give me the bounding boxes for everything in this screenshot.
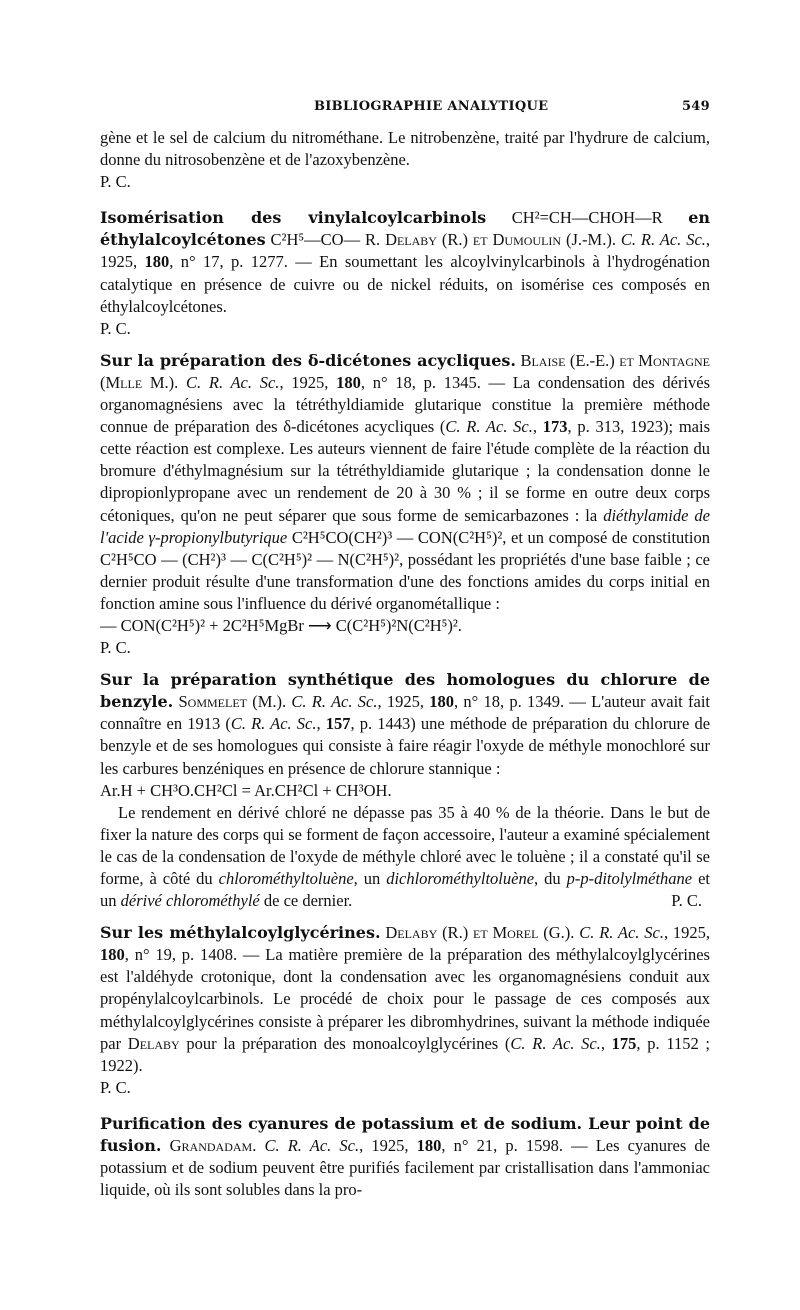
entry-text: , du xyxy=(534,869,567,888)
cited-journal: C. R. Ac. Sc. xyxy=(445,417,533,437)
cited-volume: 173 xyxy=(542,417,568,437)
entry-formula: C²H⁵—CO— R. xyxy=(265,230,386,250)
cited-ref: , xyxy=(532,417,543,437)
compound-name: diéthylamide de l'acide γ-propionylbutyrique xyxy=(100,505,710,547)
signature: P. C. xyxy=(100,172,131,192)
continuation-text: gène et le sel de calcium du nitrométhane. Le nitrobenzène, traité par l'hydrure de calcium, donne du nitrosobenzène et de l'azoxybenzène. xyxy=(100,128,710,170)
entry-ref: , n° 21, p. 1598. — xyxy=(441,1136,596,1156)
cited-journal: C. R. Ac. Sc. xyxy=(230,714,317,734)
signature: P. C. xyxy=(100,318,131,338)
reaction-equation: — CON(C²H⁵)² + 2C²H⁵MgBr ⟶ C(C²H⁵)²N(C²H⁵)². xyxy=(100,615,462,635)
signature: P. C. xyxy=(671,891,702,911)
continuation-block xyxy=(100,127,710,193)
entry-authors: Delaby (R.) et Dumoulin (J.-M.). xyxy=(385,230,621,250)
cited-ref: , xyxy=(316,714,326,734)
cited-volume: 175 xyxy=(611,1033,637,1053)
entry-journal: C. R. Ac. Sc. xyxy=(186,372,280,392)
entry-text: La condensation des dérivés organomagnésiens avec la tétréthyldiamide glutarique constitue la première méthode connue de préparation des δ-dicétones acycliques ( xyxy=(100,372,711,437)
entry-volume: 180 xyxy=(416,1136,442,1156)
entry-authors: Delaby (R.) et Morel (G.). xyxy=(380,923,580,943)
page-number: 549 xyxy=(681,99,710,114)
entry-text: C²H⁵CO(CH²)³ — CON(C²H⁵)², et un composé de constitution C²H⁵CO — (CH²)³ — C(C²H⁵)² — N(C²H⁵)², possédant les propriétés d'une base faible ; ce dernier produit résulte d'une transformation d'une des fonctions amides du corps initial en fonction amine sous l'influence du dérivé organométallique : xyxy=(100,527,710,613)
entry-text: de ce dernier. xyxy=(259,891,353,911)
entry-text: , p. 1443) une méthode de préparation du chlorure de benzyle et de ses homologues qui consiste à faire réagir l'oxyde de méthyle monochloré sur les carbures benzéniques en présence de chlorure stannique : xyxy=(100,714,711,778)
cited-volume: 157 xyxy=(325,714,351,734)
compound-name: dérivé chlorométhylé xyxy=(120,891,260,911)
entry-volume: 180 xyxy=(100,945,125,965)
entry-volume: 180 xyxy=(429,692,454,712)
entry-title: Isomérisation des vinylalcoylcarbinols xyxy=(100,208,487,228)
entry-cyanures xyxy=(100,1113,710,1201)
entry-text: , p. 313, 1923); mais cette réaction est complexe. Les auteurs viennent de faire l'étude complète de la réaction du bromure d'éthylmagnésium sur la tétréthyldiamide glutarique ; la condensation donne le dipropionlypropane avec un rendement de 20 à 30 % ; il se forme en outre deux corps cétoniques, qu'on ne peut séparer que sous forme de semicarbazones : la xyxy=(100,417,711,525)
entry-methylalcoylglycerines xyxy=(100,922,710,1099)
running-header xyxy=(100,99,710,119)
entry-text: , un xyxy=(353,869,387,888)
entry-text: pour la préparation des monoalcoylglycérines ( xyxy=(179,1033,511,1053)
entry-text: Le rendement en dérivé chloré ne dépasse pas 35 à 40 % de la théorie. Dans le but de fixer la nature des corps qui se forment de façon accessoire, l'auteur a examiné spécialement le cas de la condensation de l'oxyde de méthyle chloré avec le toluène ; il a constaté qu'il se forme, à côté du xyxy=(100,802,710,888)
entry-volume: 180 xyxy=(144,252,170,272)
entry-ref: , 1925, xyxy=(377,692,430,712)
cited-journal: C. R. Ac. Sc. xyxy=(510,1033,601,1053)
entry-authors: Sommelet (M.). xyxy=(173,692,292,712)
entry-title: Purification des cyanures de potassium et de sodium. Leur point de fusion. xyxy=(100,1113,710,1156)
entry-ref: , 1925, xyxy=(663,923,711,943)
inline-author: Delaby xyxy=(127,1033,180,1053)
entry-authors: Blaise (E.-E.) et Montagne (Mlle M.). xyxy=(100,350,710,392)
signature: P. C. xyxy=(100,638,131,658)
entry-volume: 180 xyxy=(336,372,361,392)
entry-ref: , 1925, xyxy=(279,372,337,392)
entry-journal: C. R. Ac. Sc. xyxy=(579,923,664,943)
running-title: BIBLIOGRAPHIE ANALYTIQUE xyxy=(314,99,549,114)
entry-ref: , n° 19, p. 1408. — xyxy=(124,945,266,965)
entry-ref: , n° 18, p. 1345. — xyxy=(360,372,513,392)
entry-ref: , 1925, xyxy=(359,1136,417,1156)
entry-text: et un xyxy=(100,869,710,911)
entry-ref: , n° 18, p. 1349. — xyxy=(454,692,592,712)
entry-formula: CH²=CH—CHOH—R xyxy=(486,208,689,228)
entry-isomerisation xyxy=(100,207,710,340)
compound-name: dichlorométhyltoluène xyxy=(386,869,535,888)
entry-text: L'auteur avait fait connaître en 1913 ( xyxy=(100,692,711,734)
reaction-equation: Ar.H + CH³O.CH²Cl = Ar.CH²Cl + CH³OH. xyxy=(100,780,392,800)
entry-text: , p. 1152 ; 1922). xyxy=(100,1033,710,1075)
entry-text: En soumettant les alcoylvinylcarbinols à l'hydrogénation catalytique en présence de cuivre ou de nickel réduits, on isomérise ces composés en éthylalcoylcétones. xyxy=(100,252,711,316)
entry-dicetones xyxy=(100,350,710,659)
compound-name: chlorométhyltoluène xyxy=(218,869,354,888)
entry-title-cont: en éthylalcoylcétones xyxy=(100,208,710,250)
article-body xyxy=(100,127,710,1201)
entry-journal: C. R. Ac. Sc. xyxy=(264,1136,360,1156)
entry-ref: , 1925, xyxy=(100,230,711,272)
entry-chlorure-benzyle xyxy=(100,669,710,912)
entry-text: La matière première de la préparation des méthylalcoylglycérines est l'aldéhyde crotonique, dont la condensation avec les organomagnésiens conduit aux propénylalcoylcarbinols. Le procédé de choix pour le passage de ces composés aux méthylalcoylglycérines consiste à préparer les dibromhydrines, suivant la méthode indiquée par xyxy=(100,945,710,1053)
entry-title: Sur la préparation synthétique des homologues du chlorure de benzyle. xyxy=(100,670,710,712)
cited-ref: , xyxy=(600,1033,612,1053)
entry-journal: C. R. Ac. Sc. xyxy=(620,230,706,250)
entry-authors: Grandadam. xyxy=(161,1136,265,1156)
entry-ref: , n° 17, p. 1277. — xyxy=(169,252,320,272)
entry-journal: C. R. Ac. Sc. xyxy=(291,692,378,712)
compound-name: p-p-ditolylméthane xyxy=(566,869,693,888)
entry-text: Les cyanures de potassium et de sodium peuvent être purifiés facilement par cristallisation dans l'ammoniac liquide, où ils sont solubles dans la pro- xyxy=(100,1136,710,1200)
entry-title: Sur les méthylalcoylglycérines. xyxy=(100,923,381,943)
entry-title: Sur la préparation des δ-dicétones acycliques. xyxy=(100,350,517,370)
signature: P. C. xyxy=(100,1077,131,1097)
